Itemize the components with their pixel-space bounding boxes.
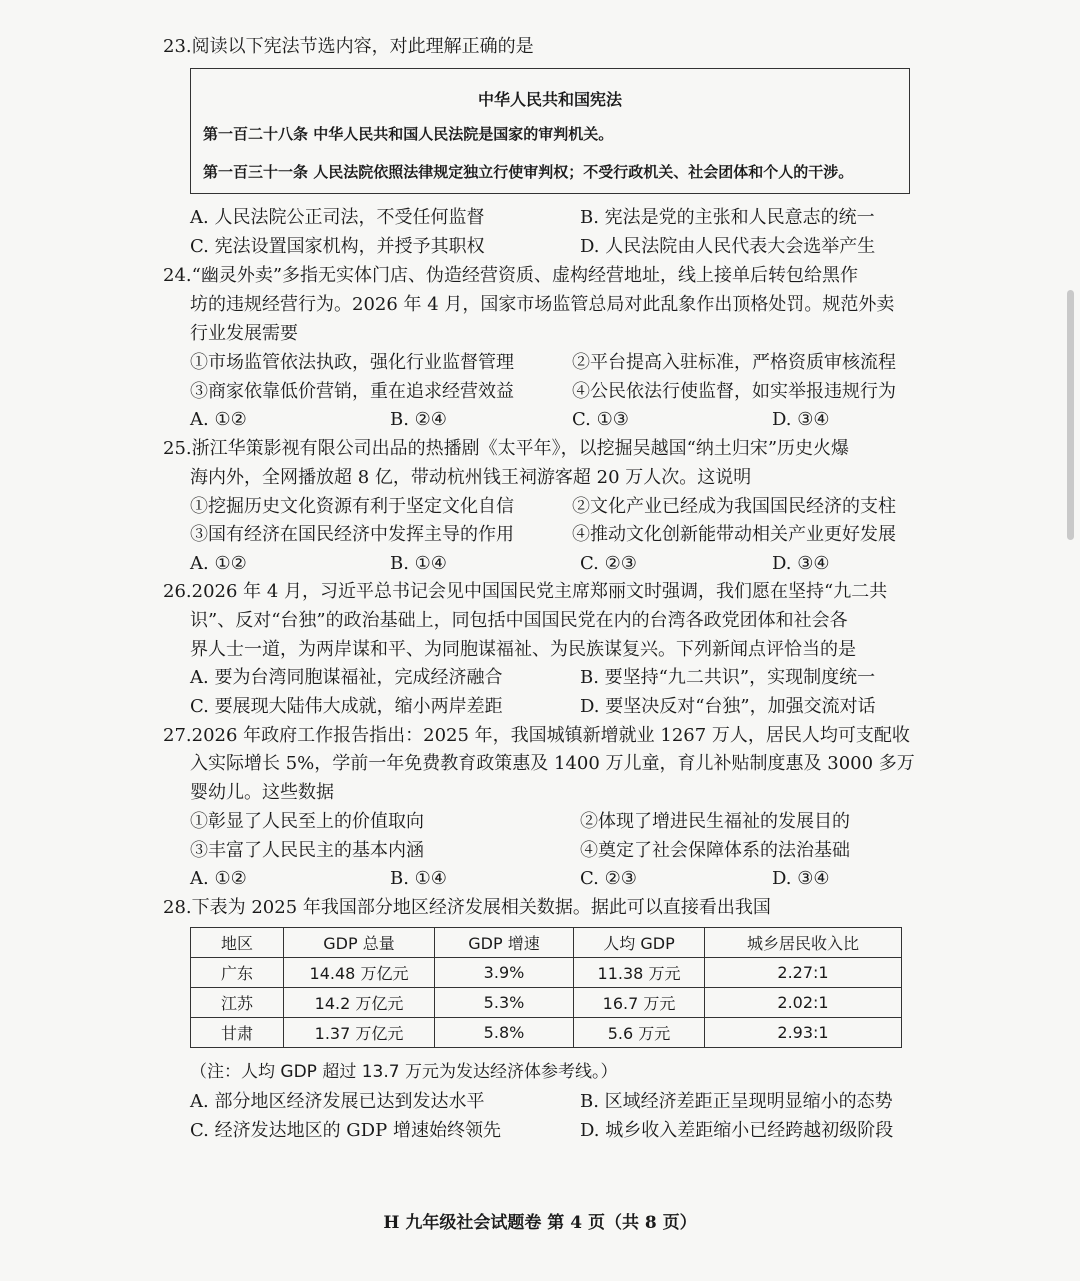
table-header-cell: 城乡居民收入比	[705, 928, 902, 958]
q27-statement-1: ①彰显了人民至上的价值取向	[190, 811, 424, 832]
box-title: 中华人民共和国宪法	[477, 90, 622, 109]
table-row	[191, 1018, 902, 1048]
q26-option-d: D. 要坚决反对“台独”，加强交流对话	[580, 696, 876, 717]
q27-option-b: B. ①④	[390, 868, 447, 889]
table-cell: 3.9%	[435, 958, 574, 988]
table-cell: 甘肃	[191, 1018, 284, 1048]
q27-statement-4: ④奠定了社会保障体系的法治基础	[580, 840, 850, 861]
q28-option-c: C. 经济发达地区的 GDP 增速始终领先	[190, 1120, 501, 1141]
table-cell: 2.02:1	[705, 988, 902, 1018]
q24-statement-2: ②平台提高入驻标准，严格资质审核流程	[572, 352, 896, 373]
table-cell: 5.6 万元	[574, 1018, 705, 1048]
q25-statement-2: ②文化产业已经成为我国国民经济的支柱	[572, 496, 896, 517]
page-footer: H 九年级社会试题卷 第 4 页（共 8 页）	[383, 1213, 697, 1233]
scrollbar[interactable]	[1067, 290, 1074, 540]
q27-option-c: C. ②③	[580, 868, 637, 889]
q26-option-b: B. 要坚持“九二共识”，实现制度统一	[580, 667, 876, 688]
q28-option-b: B. 区域经济差距正呈现明显缩小的态势	[580, 1091, 893, 1112]
q26-stem-line1: 26.2026 年 4 月，习近平总书记会见中国国民党主席郑丽文时强调，我们愿在坚持“九二共	[163, 581, 888, 602]
q24-statement-1: ①市场监管依法执政，强化行业监督管理	[190, 352, 514, 373]
box-article-128: 第一百二十八条 中华人民共和国人民法院是国家的审判机关。	[203, 125, 614, 143]
q27-option-a: A. ①②	[190, 868, 247, 889]
q26-stem-line2: 识”、反对“台独”的政治基础上，同包括中国国民党在内的台湾各政党团体和社会各	[190, 610, 848, 631]
table-header-cell: GDP 增速	[435, 928, 574, 958]
q25-statement-3: ③国有经济在国民经济中发挥主导的作用	[190, 524, 514, 545]
q26-stem-line3: 界人士一道，为两岸谋和平、为同胞谋福祉、为民族谋复兴。下列新闻点评恰当的是	[190, 639, 856, 660]
q24-statement-4: ④公民依法行使监督，如实举报违规行为	[572, 381, 896, 402]
q27-stem-line3: 婴幼儿。这些数据	[190, 782, 334, 803]
q28-option-d: D. 城乡收入差距缩小已经跨越初级阶段	[580, 1120, 894, 1141]
table-header-row	[191, 928, 902, 958]
table-cell: 2.93:1	[705, 1018, 902, 1048]
table-header-cell: 地区	[191, 928, 284, 958]
table-cell: 5.3%	[435, 988, 574, 1018]
table-cell: 江苏	[191, 988, 284, 1018]
q25-stem-line2: 海内外，全网播放超 8 亿，带动杭州钱王祠游客超 20 万人次。这说明	[190, 467, 752, 488]
q24-stem-line2: 坊的违规经营行为。2026 年 4 月，国家市场监管总局对此乱象作出顶格处罚。规范外卖	[190, 294, 895, 315]
table-header-cell: GDP 总量	[284, 928, 435, 958]
q25-option-d: D. ③④	[772, 553, 830, 574]
q26-option-a: A. 要为台湾同胞谋福祉，完成经济融合	[190, 667, 503, 688]
q26-option-c: C. 要展现大陆伟大成就，缩小两岸差距	[190, 696, 503, 717]
q25-stem-line1: 25.浙江华策影视有限公司出品的热播剧《太平年》，以挖掘吴越国“纳土归宋”历史火爆	[163, 438, 850, 459]
table-row	[191, 988, 902, 1018]
q24-option-a: A. ①②	[190, 409, 247, 430]
economic-data-table	[190, 927, 902, 1048]
q27-stem-line2: 入实际增长 5%，学前一年免费教育政策惠及 1400 万儿童，育儿补贴制度惠及 3000 多万	[190, 753, 915, 774]
table-cell: 2.27:1	[705, 958, 902, 988]
table-cell: 14.48 万亿元	[284, 958, 435, 988]
table-cell: 1.37 万亿元	[284, 1018, 435, 1048]
q25-statement-4: ④推动文化创新能带动相关产业更好发展	[572, 524, 896, 545]
q28-table-note: （注：人均 GDP 超过 13.7 万元为发达经济体参考线。）	[190, 1062, 618, 1082]
q24-option-b: B. ②④	[390, 409, 447, 430]
table-cell: 11.38 万元	[574, 958, 705, 988]
q24-option-d: D. ③④	[772, 409, 830, 430]
constitution-excerpt-box	[190, 68, 910, 194]
table-header-cell: 人均 GDP	[574, 928, 705, 958]
table-cell: 广东	[191, 958, 284, 988]
table-cell: 16.7 万元	[574, 988, 705, 1018]
q23-option-b: B. 宪法是党的主张和人民意志的统一	[580, 207, 875, 228]
table-cell: 5.8%	[435, 1018, 574, 1048]
q27-statement-2: ②体现了增进民生福祉的发展目的	[580, 811, 850, 832]
q27-option-d: D. ③④	[772, 868, 830, 889]
q25-option-b: B. ①④	[390, 553, 447, 574]
q24-statement-3: ③商家依靠低价营销，重在追求经营效益	[190, 381, 514, 402]
table-cell: 14.2 万亿元	[284, 988, 435, 1018]
q27-statement-3: ③丰富了人民民主的基本内涵	[190, 840, 424, 861]
q25-option-a: A. ①②	[190, 553, 247, 574]
q28-option-a: A. 部分地区经济发展已达到发达水平	[190, 1091, 485, 1112]
q24-option-c: C. ①③	[572, 409, 629, 430]
q28-stem: 28.下表为 2025 年我国部分地区经济发展相关数据。据此可以直接看出我国	[163, 897, 771, 918]
q25-option-c: C. ②③	[580, 553, 637, 574]
q24-stem-line3: 行业发展需要	[190, 323, 298, 344]
q24-stem-line1: 24.“幽灵外卖”多指无实体门店、伪造经营资质、虚构经营地址，线上接单后转包给黑作	[163, 265, 859, 286]
q23-option-c: C. 宪法设置国家机构，并授予其职权	[190, 236, 485, 257]
q23-option-a: A. 人民法院公正司法，不受任何监督	[190, 207, 485, 228]
box-article-131: 第一百三十一条 人民法院依照法律规定独立行使审判权；不受行政机关、社会团体和个人的干涉。	[203, 163, 854, 181]
q27-stem-line1: 27.2026 年政府工作报告指出：2025 年，我国城镇新增就业 1267 万人，居民人均可支配收	[163, 725, 910, 746]
q25-statement-1: ①挖掘历史文化资源有利于坚定文化自信	[190, 496, 514, 517]
q23-stem: 23.阅读以下宪法节选内容，对此理解正确的是	[163, 36, 534, 57]
q23-option-d: D. 人民法院由人民代表大会选举产生	[580, 236, 876, 257]
table-row	[191, 958, 902, 988]
